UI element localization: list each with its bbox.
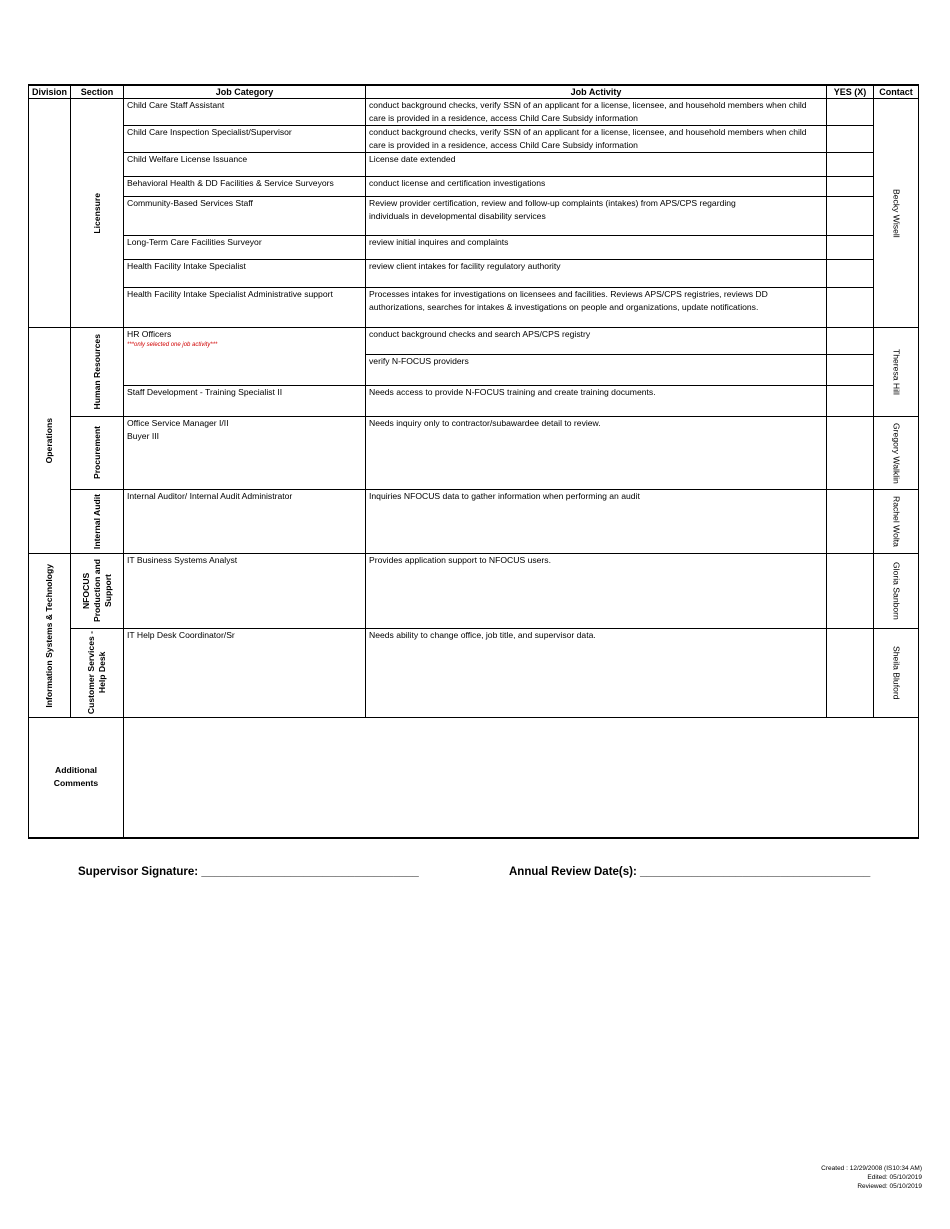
yes-checkbox-cell[interactable] — [827, 328, 874, 355]
job-category: Long-Term Care Facilities Surveyor — [124, 236, 366, 260]
job-activity: conduct background checks, verify SSN of an applicant for a license, licensee, and household members when child care is provided in a residence, access Child Care Subsidy information — [366, 126, 827, 153]
job-activity: License date extended — [366, 153, 827, 177]
job-activity: Processes intakes for investigations on licensees and facilities. Reviews APS/CPS registries, reviews DD authorizations, searches for intakes & investigations on people and organizations, update notifications. — [366, 288, 827, 328]
job-activity: conduct license and certification investigations — [366, 177, 827, 197]
job-activity: conduct background checks, verify SSN of an applicant for a license, licensee, and household members when child care is provided in a residence, access Child Care Subsidy information — [366, 99, 827, 126]
annual-review-date-line[interactable]: Annual Review Date(s): ____________________________________ — [509, 866, 871, 878]
table-row — [29, 554, 919, 629]
division-operations: Operations — [29, 328, 71, 554]
job-category: IT Help Desk Coordinator/Sr — [124, 629, 366, 718]
yes-checkbox-cell[interactable] — [827, 177, 874, 197]
edited-date: Edited: 05/10/2019 — [867, 1174, 922, 1181]
table-row — [29, 126, 919, 153]
job-category: Child Care Inspection Specialist/Supervisor — [124, 126, 366, 153]
job-activity: Review provider certification, review and follow-up complaints (intakes) from APS/CPS regarding individuals in developmental disability services — [366, 197, 827, 236]
header-contact: Contact — [874, 85, 919, 99]
job-activity: Needs ability to change office, job title, and supervisor data. — [366, 629, 827, 718]
job-activity: Provides application support to NFOCUS users. — [366, 554, 827, 629]
job-category: Health Facility Intake Specialist Administrative support — [124, 288, 366, 328]
yes-checkbox-cell[interactable] — [827, 197, 874, 236]
job-activity: Inquiries NFOCUS data to gather information when performing an audit — [366, 490, 827, 554]
section-help-desk: Customer Services - Help Desk — [71, 629, 124, 718]
yes-checkbox-cell[interactable] — [827, 288, 874, 328]
contact-internal-audit: Rachel Wolta — [874, 490, 919, 554]
job-activity: verify N-FOCUS providers — [366, 355, 827, 386]
job-category: Health Facility Intake Specialist — [124, 260, 366, 288]
header-row — [29, 85, 919, 99]
contact-procurement: Gregory Walklin — [874, 417, 919, 490]
job-category: Behavioral Health & DD Facilities & Service Surveyors — [124, 177, 366, 197]
job-activity: conduct background checks and search APS/CPS registry — [366, 328, 827, 355]
reviewed-date: Reviewed: 05/10/2019 — [857, 1183, 922, 1190]
access-request-table — [28, 84, 919, 839]
yes-checkbox-cell[interactable] — [827, 490, 874, 554]
table-row — [29, 99, 919, 126]
job-category: Internal Auditor/ Internal Audit Administrator — [124, 490, 366, 554]
job-activity: Needs access to provide N-FOCUS training and create training documents. — [366, 386, 827, 417]
header-job-category: Job Category — [124, 85, 366, 99]
document-footer — [821, 1164, 922, 1191]
job-category: Community-Based Services Staff — [124, 197, 366, 236]
additional-comments-field[interactable] — [124, 718, 919, 838]
table-row — [29, 288, 919, 328]
section-internal-audit: Internal Audit — [71, 490, 124, 554]
table-row — [29, 417, 919, 490]
table-row — [29, 328, 919, 355]
job-activity: review client intakes for facility regulatory authority — [366, 260, 827, 288]
header-job-activity: Job Activity — [366, 85, 827, 99]
yes-checkbox-cell[interactable] — [827, 260, 874, 288]
yes-checkbox-cell[interactable] — [827, 629, 874, 718]
yes-checkbox-cell[interactable] — [827, 554, 874, 629]
note-text: ***only selected one job activity*** — [127, 342, 218, 348]
yes-checkbox-cell[interactable] — [827, 417, 874, 490]
contact-licensure: Becky Wisell — [874, 99, 919, 328]
table-row — [29, 490, 919, 554]
contact-human-resources: Theresa Hill — [874, 328, 919, 417]
yes-checkbox-cell[interactable] — [827, 126, 874, 153]
section-procurement: Procurement — [71, 417, 124, 490]
yes-checkbox-cell[interactable] — [827, 355, 874, 386]
additional-comments-row — [29, 718, 919, 838]
yes-checkbox-cell[interactable] — [827, 99, 874, 126]
division-licensure-blank — [29, 99, 71, 328]
job-category: HR Officers ***only selected one job activity*** — [124, 328, 366, 386]
job-category: Child Care Staff Assistant — [124, 99, 366, 126]
table-row — [29, 260, 919, 288]
section-licensure: Licensure — [71, 99, 124, 328]
table-row — [29, 236, 919, 260]
job-category: Child Welfare License Issuance — [124, 153, 366, 177]
created-date: Created : 12/29/2008 (IS10:34 AM) — [821, 1165, 922, 1172]
yes-checkbox-cell[interactable] — [827, 386, 874, 417]
section-human-resources: Human Resources — [71, 328, 124, 417]
job-activity: review initial inquires and complaints — [366, 236, 827, 260]
table-row — [29, 197, 919, 236]
yes-checkbox-cell[interactable] — [827, 153, 874, 177]
job-category: Staff Development - Training Specialist II — [124, 386, 366, 417]
section-nfocus: NFOCUS Production and Support — [71, 554, 124, 629]
header-division: Division — [29, 85, 71, 99]
contact-help-desk: Sheila Bluford — [874, 629, 919, 718]
job-category: IT Business Systems Analyst — [124, 554, 366, 629]
contact-nfocus: Gloria Sanborn — [874, 554, 919, 629]
supervisor-signature-line[interactable]: Supervisor Signature: __________________________________ — [78, 866, 419, 878]
additional-comments-label: Additional Comments — [29, 718, 124, 838]
header-section: Section — [71, 85, 124, 99]
table-row — [29, 153, 919, 177]
table-row — [29, 386, 919, 417]
header-yes: YES (X) — [827, 85, 874, 99]
job-activity: Needs inquiry only to contractor/subawardee detail to review. — [366, 417, 827, 490]
division-information-systems: Information Systems & Technology — [29, 554, 71, 718]
job-category: Office Service Manager I/II Buyer III — [124, 417, 366, 490]
table-row — [29, 177, 919, 197]
yes-checkbox-cell[interactable] — [827, 236, 874, 260]
table-row — [29, 629, 919, 718]
